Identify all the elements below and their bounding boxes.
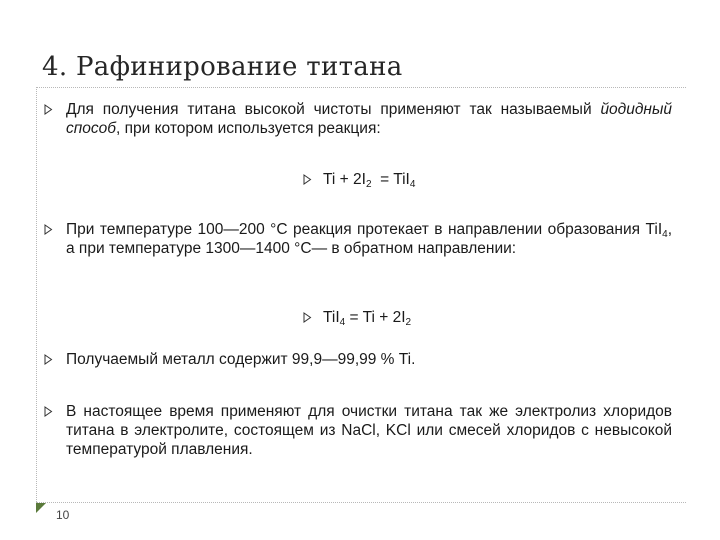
page-number: 10 (56, 508, 70, 522)
iodide-method-term: йодидный способ (66, 101, 672, 137)
bullet-arrow-icon (303, 174, 312, 185)
bullet-arrow-icon (44, 224, 53, 235)
bullet-arrow-icon (44, 354, 53, 365)
formula-forward-reaction (303, 170, 415, 189)
formula-text: $TiI_4 = Ti + 2I_2$ (323, 309, 412, 328)
slide-title (42, 52, 403, 82)
left-divider (36, 87, 37, 502)
bullet-arrow-icon (303, 312, 312, 323)
bullet-temperature-direction (44, 220, 672, 258)
bullet-text: При температуре 100—200 °С реакция протекает в направлении образования TiI$_4$, а при температуре 1300—1400 °С— в обратном направлении: (66, 221, 672, 257)
bullet-text: Получаемый металл содержит 99,9—99,99 % Ti. (66, 351, 416, 368)
formula-reverse-reaction (303, 308, 411, 327)
title-divider (36, 87, 686, 88)
bullet-metal-purity (44, 350, 672, 369)
footer-corner-icon (36, 503, 50, 517)
formula-text: $Ti + 2I_2 = TiI_4$ (323, 171, 416, 190)
bullet-text: Для получения титана высокой чистоты применяют так называемый йодидный способ, при котором используется реакция: (66, 101, 672, 137)
bullet-arrow-icon (44, 104, 53, 115)
bullet-text: В настоящее время применяют для очистки титана так же электролиз хлоридов титана в электролите, состоящем из NaCl, KCl или смесей хлоридов с невысокой температурой плавления. (66, 403, 672, 458)
bullet-iodide-method (44, 100, 672, 138)
title-text: Рафинирование титана (76, 52, 403, 82)
footer-divider (36, 502, 686, 503)
bullet-arrow-icon (44, 406, 53, 417)
bullet-electrolysis (44, 402, 672, 459)
title-number: 4. (42, 52, 68, 82)
